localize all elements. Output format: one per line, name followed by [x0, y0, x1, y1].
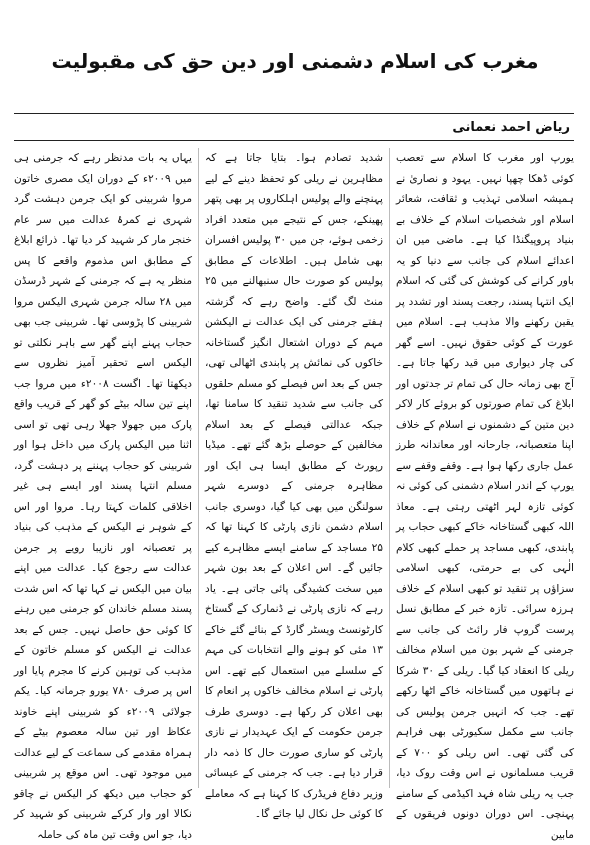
- article-body: [14, 148, 574, 841]
- article-byline: ریاض احمد نعمانی: [452, 120, 570, 135]
- article-column-1: [396, 148, 574, 841]
- column-divider: [389, 148, 390, 788]
- article-headline: مغرب کی اسلام دشمنی اور دین حق کی مقبولیت: [51, 49, 539, 73]
- header-rule-top: [14, 113, 574, 114]
- column-1-text: یورپ اور مغرب کا اسلام سے تعصب کوئی ڈھکا چھپا نہیں۔ یہود و نصاریٰ نے ہمیشہ اسلامی تہذیب و ثقافت، شعائر اسلام اور شخصیات اسلام کے خلاف بے بنیاد پروپیگنڈا کیا ہے۔ ماضی میں ان اعدائے اسلام کی جانب سے دنیا کو یہ باور کرانے کی کوشش کی گئی کہ اسلام ایک انتہا پسند، رجعت پسند اور تشدد پر یقین رکھنے والا مذہب ہے۔ اسلام میں عورت کے کوئی حقوق نہیں۔ اسے گھر کی چار دیواری میں قید رکھا جاتا ہے۔ آج بھی زمانہ حال کی تمام تر جدتوں اور ابلاغ کی تمام صورتوں کو بروئے کار لاکر دین متین کے دشمنوں نے اسلام کے خلاف اپنا متعصبانہ، جارحانہ اور معاندانہ طرز عمل جاری رکھا ہوا ہے۔ وقفے وقفے سے یورپ کے اندر اسلام دشمنی کی کوئی نہ کوئی تازہ لہر اٹھتی رہتی ہے۔ معاذ اللہ کبھی گستاخانہ خاکے کبھی حجاب پر پابندی، کبھی مساجد پر حملے کبھی کلام الٰہی کی بے حرمتی، کبھی اسلامی سزاؤں پر تنقید تو کبھی اسلام کے خلاف ہرزہ سرائی۔ تازہ خبر کے مطابق نسل پرست گروپ فار رائٹ کی جانب سے جرمنی کے شہر بون میں اسلام مخالف ریلی کا انعقاد کیا گیا۔ ریلی کے ۳۰ شرکا نے ہاتھوں میں گستاخانہ خاکے اٹھا رکھے تھے۔ جب کہ انہیں جرمن پولیس کی جانب سے مکمل سکیورٹی بھی فراہم کی گئی تھی۔ اس ریلی کو ۷۰۰ کے قریب مسلمانوں نے اس وقت روک دیا، جب یہ ریلی شاہ فہد اکیڈمی کے سامنے پہنچی۔ اس دوران دونوں فریقوں کے مابین: [396, 152, 574, 841]
- column-divider: [198, 148, 199, 788]
- article-column-3: [14, 148, 192, 841]
- column-3-text: یہاں یہ بات مدنظر رہے کہ جرمنی ہی میں ۲۰۰۹ء کے دوران ایک مصری خاتون مروا شربینی کو ایک جرمن دہشت گرد شہری نے کمرۂ عدالت میں سر عام خنجر مار کر شہید کر دیا تھا۔ ذرائع ابلاغ کے مطابق اس مذموم واقعے کا پس منظر یہ ہے کہ جرمنی کے شہر ڈرسڈن میں ۲۸ سالہ جرمن شہری الیکس مروا شربینی کا پڑوسی تھا۔ شربینی جب بھی حجاب پہنے اپنے گھر سے باہر نکلتی تو الیکس اسے تحقیر آمیز نظروں سے دیکھتا تھا۔ اگست ۲۰۰۸ء میں مروا جب اپنے تین سالہ بیٹے کو گھر کے قریب واقع پارک میں جھولا جھلا رہی تھی تو اسی اثنا میں الیکس پارک میں داخل ہوا اور شربینی کو حجاب پہننے پر دہشت گرد، مسلم انتہا پسند اور ایسے ہی غیر اخلاقی کلمات کہتا رہا۔ مروا اور اس کے شوہر نے الیکس کے مذہب کی بنیاد پر تعصبانہ اور نازیبا رویے پر جرمن عدالت سے رجوع کیا۔ عدالت میں اپنے بیان میں الیکس نے کہا تھا کہ اس شدت پسند مسلم خاندان کو جرمنی میں رہنے کا کوئی حق حاصل نہیں۔ جس کے بعد عدالت نے الیکس کو مسلم خاتون کے مذہب کی توہین کرنے کا مجرم پایا اور اس پر صرف ۷۸۰ یورو جرمانہ کیا۔ یکم جولائی ۲۰۰۹ء کو شربینی اپنے خاوند عکاظ اور تین سالہ معصوم بیٹے کے ہمراہ مقدمے کی سماعت کے لیے عدالت میں موجود تھی۔ اس موقع پر شربینی کو حجاب میں دیکھ کر الیکس نے چاقو نکالا اور وار کرکے شربینی کو شہید کر دیا، جو اس وقت تین ماہ کی حاملہ: [14, 152, 192, 841]
- column-2-text: شدید تصادم ہوا۔ بتایا جاتا ہے کہ مظاہرین نے ریلی کو تحفظ دینے کے لیے پہنچنے والے پولیس اہلکاروں پر بھی پتھر پھینکے، جس کے نتیجے میں متعدد افراد زخمی ہوئے، جن میں ۳۰ پولیس افسران بھی شامل ہیں۔ اطلاعات کے مطابق پولیس کو صورت حال سنبھالنے میں ۲۵ منٹ لگ گئے۔ واضح رہے کہ گزشتہ ہفتے جرمنی کی ایک عدالت نے الیکشن مہم کے دوران اشتعال انگیز گستاخانہ خاکوں کی نمائش پر پابندی اٹھالی تھی، جس کے بعد اس فیصلے کو مسلم حلقوں کی جانب سے شدید تنقید کا سامنا تھا، جبکہ عدالتی فیصلے کے بعد اسلام مخالفین کے حوصلے بڑھ گئے تھے۔ میڈیا رپورٹ کے مطابق ایسا ہی ایک اور مظاہرہ جرمنی کے دوسرے شہر سولنگن میں بھی کیا گیا، دوسری جانب اسلام دشمن نازی پارٹی کا کہنا تھا کہ ۲۵ مساجد کے سامنے ایسے مظاہرے کیے جائیں گے۔ اس اعلان کے بعد بون شہر میں سخت کشیدگی پائی جاتی ہے۔ یاد رہے کہ نازی پارٹی نے ڈنمارک کے گستاخ کارٹونسٹ ویسٹر گارڈ کے بنائے گئے خاکے ۱۳ مئی کو ہونے والے انتخابات کی مہم کے سلسلے میں استعمال کیے تھے۔ اس پارٹی نے اسلام مخالف خاکوں پر انعام کا بھی اعلان کر رکھا ہے۔ دوسری طرف جرمن حکومت کے ایک عہدیدار نے نازی پارٹی کو ساری صورت حال کا ذمہ دار قرار دیا ہے۔ جب کہ جرمنی کے عیسائی وزیر دفاع فریڈرک کا کہنا ہے کہ معاملے کا کوئی حل نکال لیا جائے گا۔: [205, 152, 383, 820]
- header-rule-bottom: [14, 140, 574, 141]
- article-column-2: [205, 148, 383, 820]
